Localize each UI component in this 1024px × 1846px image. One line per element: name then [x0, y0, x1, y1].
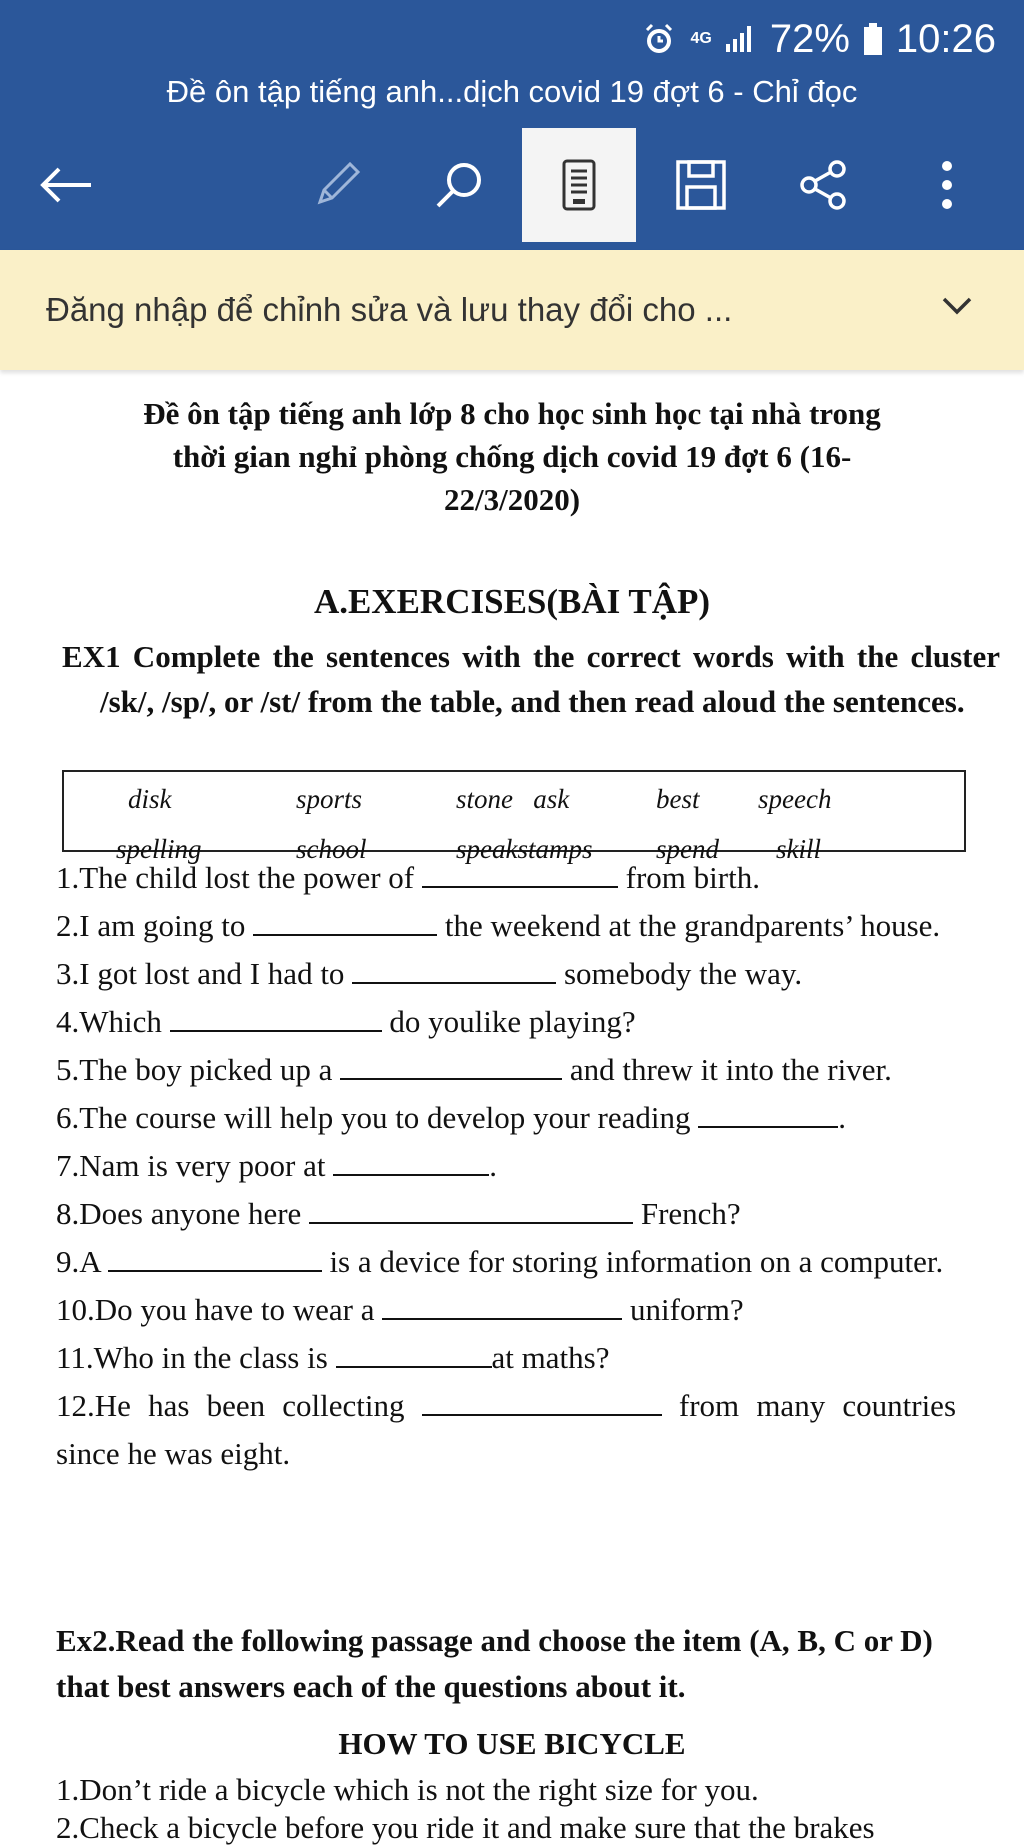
word-box-item: best	[656, 784, 700, 814]
question-text: and threw it into the river.	[562, 1052, 892, 1087]
question-text: 1.The child lost the power of	[56, 860, 422, 895]
section-title: A.EXERCISES(BÀI TẬP)	[313, 582, 711, 621]
save-icon	[675, 159, 727, 211]
answer-blank	[422, 1383, 662, 1416]
app-header	[0, 0, 1024, 250]
question-text: uniform?	[622, 1292, 744, 1327]
answer-blank	[170, 999, 382, 1032]
document-body	[0, 392, 1024, 1845]
document-title: Đề ôn tập tiếng anh...dịch covid 19 đợt 6 - Chỉ đọc	[166, 74, 858, 109]
share-icon	[797, 159, 849, 211]
question-text: .	[838, 1100, 846, 1135]
question-text: 11.Who in the class is	[56, 1340, 336, 1375]
question-item	[56, 902, 956, 950]
question-text: 9.A	[56, 1244, 108, 1279]
signin-banner[interactable]	[0, 250, 1024, 370]
question-text: 3.I got lost and I had to	[56, 956, 353, 991]
question-text: 5.The boy picked up a	[56, 1052, 341, 1087]
question-text: do youlike playing?	[381, 1004, 636, 1039]
passage-title: HOW TO USE BICYCLE	[338, 1726, 686, 1761]
question-text: at maths?	[491, 1340, 610, 1375]
question-item	[56, 1190, 956, 1238]
question-item	[56, 1142, 956, 1190]
question-item	[56, 1046, 956, 1094]
question-text: is a device for storing information on a computer.	[321, 1244, 944, 1279]
word-box-item: disk	[128, 784, 172, 814]
answer-blank	[382, 1287, 622, 1320]
question-list	[56, 854, 956, 1478]
document-heading	[0, 392, 1024, 521]
word-box-item: sports	[296, 784, 363, 814]
signin-text: Đăng nhập để chỉnh sửa và lưu thay đổi cho ...	[46, 291, 733, 328]
heading-line-3: 22/3/2020)	[443, 482, 581, 517]
battery-icon	[864, 23, 882, 55]
question-text: 12.He has been collecting	[56, 1388, 422, 1423]
edit-button[interactable]	[280, 128, 394, 242]
question-text: 7.Nam is very poor at	[56, 1148, 334, 1183]
share-button[interactable]	[766, 128, 880, 242]
question-item	[56, 1094, 956, 1142]
word-box-item: stone ask	[456, 784, 570, 814]
back-arrow-icon	[37, 165, 93, 205]
answer-blank	[309, 1191, 633, 1224]
answer-blank	[333, 1143, 489, 1176]
word-box-item: spelling	[116, 834, 202, 864]
word-box-item: spend	[656, 834, 719, 864]
search-button[interactable]	[402, 128, 516, 242]
question-text: 6.The course will help you to develop your reading	[56, 1100, 699, 1135]
word-box	[62, 770, 966, 864]
heading-line-1: Đề ôn tập tiếng anh lớp 8 cho học sinh học tại nhà trong	[143, 396, 881, 431]
reading-view-button[interactable]	[522, 128, 636, 242]
question-text: 10.Do you have to wear a	[56, 1292, 383, 1327]
network-label: 4G	[690, 30, 712, 47]
status-bar	[642, 14, 996, 64]
question-text: somebody the way.	[556, 956, 803, 991]
word-box-item: school	[296, 834, 367, 864]
question-text: from many countries since he was eight.	[56, 1388, 957, 1471]
question-text: 2.I am going to	[56, 908, 254, 943]
question-text: the weekend at the grandparents’ house.	[437, 908, 941, 943]
word-box-item: speakstamps	[456, 834, 593, 864]
question-text: 4.Which	[56, 1004, 170, 1039]
back-button[interactable]	[8, 128, 122, 242]
passage-line-cutoff: 2.Check a bicycle before you ride it and make sure that the brakes	[56, 1810, 875, 1845]
battery-percent: 72%	[769, 16, 850, 61]
reading-view-icon	[562, 159, 596, 211]
question-item	[56, 1286, 956, 1334]
question-item	[56, 998, 956, 1046]
more-icon	[940, 159, 954, 211]
signal-icon	[726, 26, 756, 52]
save-button[interactable]	[644, 128, 758, 242]
word-box-item: skill	[776, 834, 821, 864]
answer-blank	[336, 1335, 492, 1368]
clock: 10:26	[895, 16, 996, 61]
question-text: from birth.	[617, 860, 760, 895]
word-box-item: speech	[758, 784, 832, 814]
answer-blank	[253, 903, 437, 936]
ex2-instruction: Ex2.Read the following passage and choose the item (A, B, C or D) that best answers each of the questions about it.	[56, 1623, 933, 1704]
question-item	[56, 1238, 956, 1286]
question-item	[56, 854, 956, 902]
question-item	[56, 1382, 956, 1478]
question-text: .	[489, 1148, 497, 1183]
search-icon	[432, 158, 486, 212]
question-text: 8.Does anyone here	[56, 1196, 310, 1231]
answer-blank	[352, 951, 556, 984]
alarm-icon	[642, 22, 676, 56]
chevron-down-icon[interactable]	[942, 296, 972, 321]
answer-blank	[340, 1047, 562, 1080]
answer-blank	[108, 1239, 322, 1272]
answer-blank	[422, 855, 618, 888]
pencil-icon	[310, 158, 364, 212]
question-item	[56, 1334, 956, 1382]
passage-line: 1.Don’t ride a bicycle which is not the right size for you.	[56, 1772, 759, 1807]
answer-blank	[698, 1095, 838, 1128]
heading-line-2: thời gian nghỉ phòng chống dịch covid 19 đợt 6 (16-	[172, 439, 852, 474]
question-item	[56, 950, 956, 998]
toolbar	[0, 128, 1024, 242]
ex1-instruction: EX1 Complete the sentences with the correct words with the cluster /sk/, /sp/, or /st/ from the table, and then read aloud the sentences.	[62, 639, 1000, 719]
more-options-button[interactable]	[890, 128, 1004, 242]
question-text: French?	[633, 1196, 741, 1231]
